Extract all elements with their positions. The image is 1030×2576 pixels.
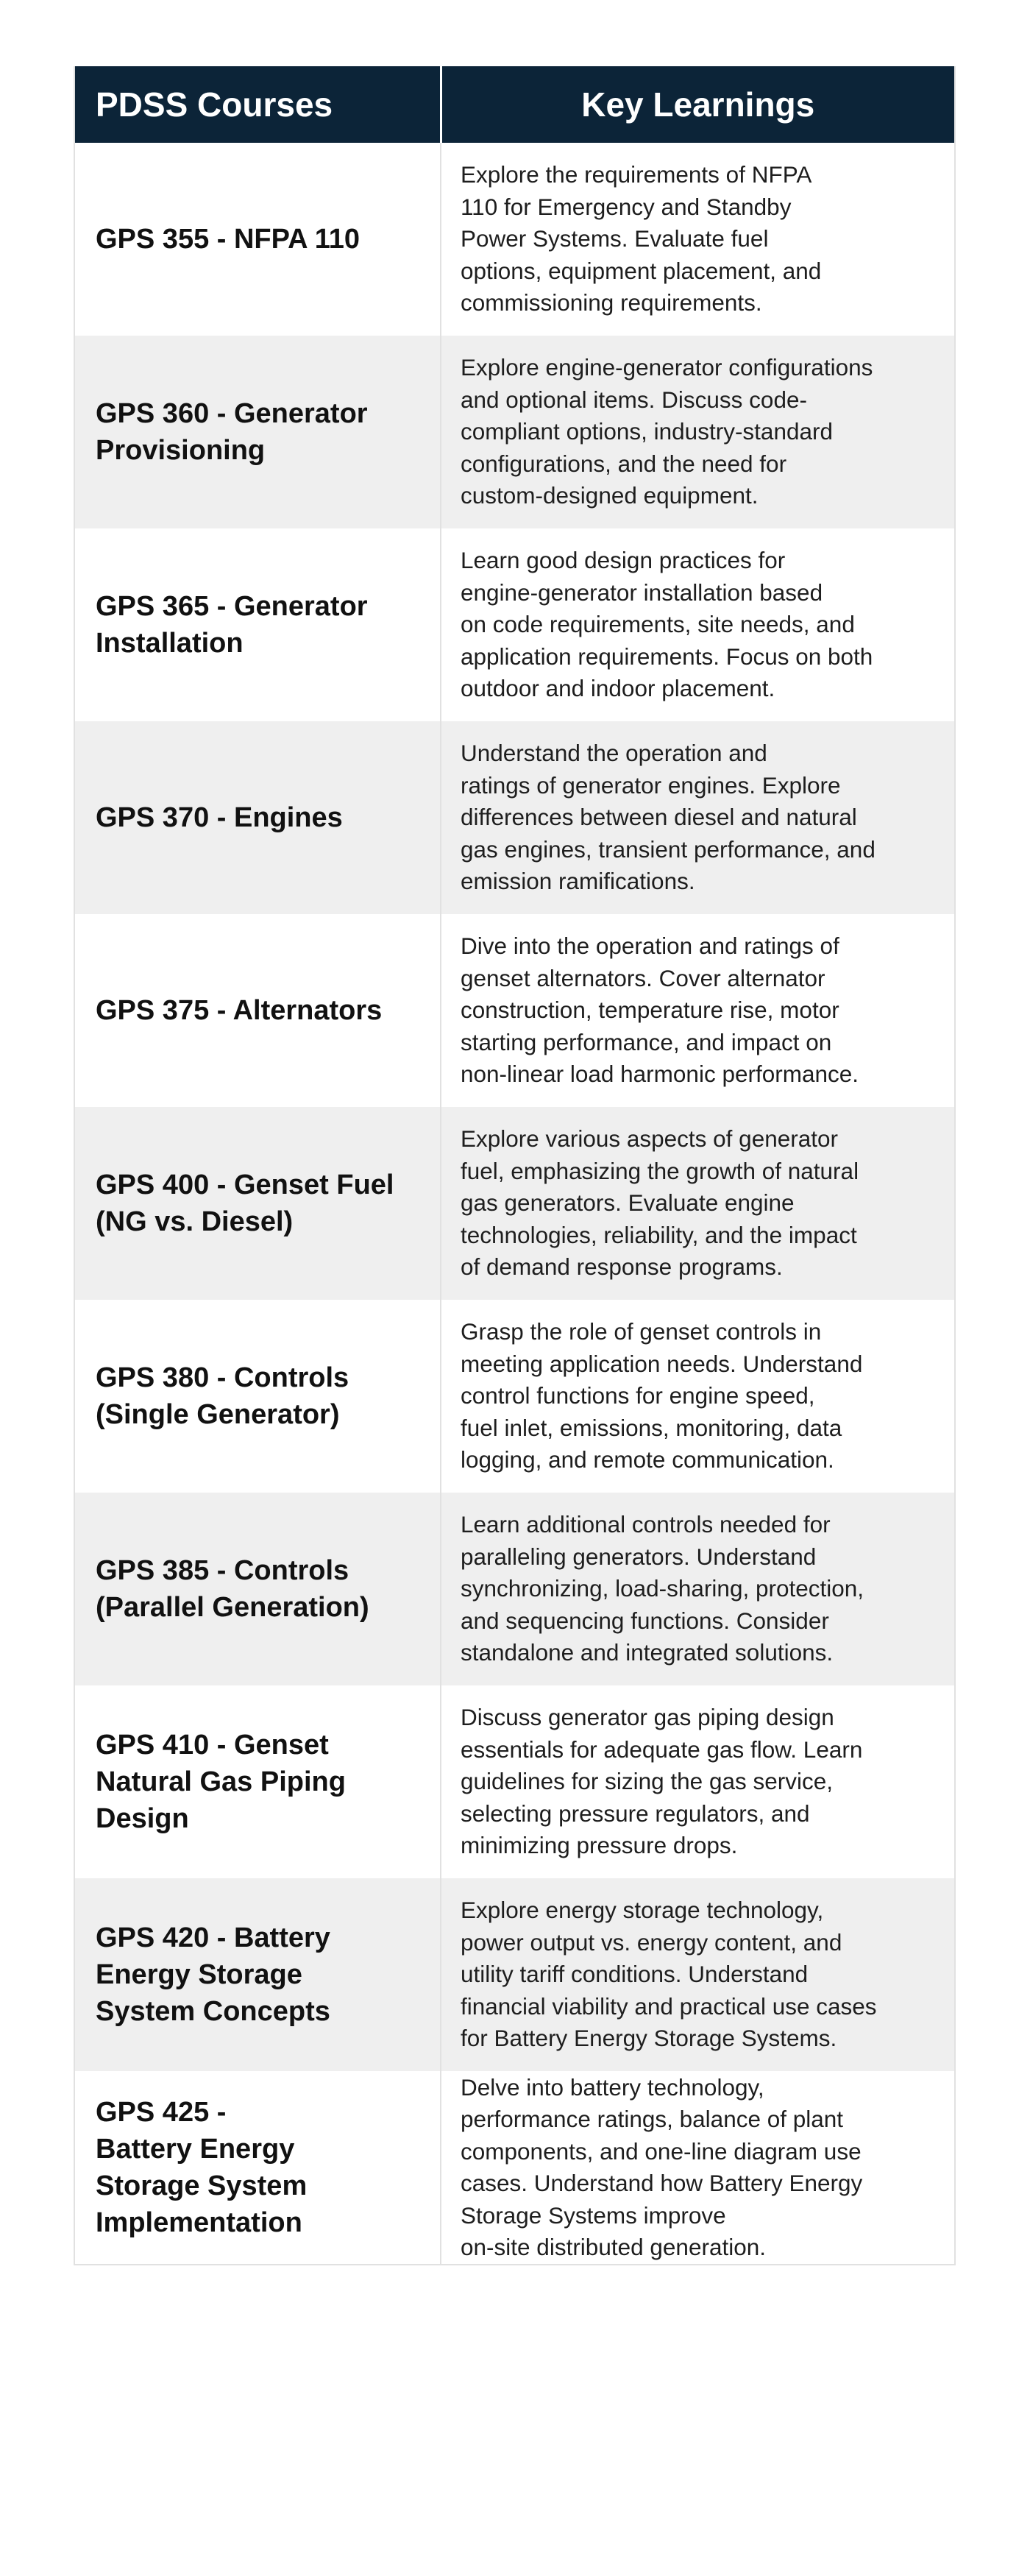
key-learning: Delve into battery technology, performance ratings, balance of plant components, and one-line diagram use cases. Understand how Battery Energy Storage Systems improve on-site distributed generation. [461,2073,863,2260]
table-body [75,143,954,2264]
courses-table-container [74,66,956,2265]
course-name: GPS 400 - Genset Fuel (NG vs. Diesel) [75,1107,441,1300]
header-row [75,66,954,143]
header-key-learnings: Key Learnings [441,66,954,143]
course-name: GPS 420 - Battery Energy Storage System Concepts [75,1878,441,2071]
key-learning: Explore various aspects of generator fuel, emphasizing the growth of natural gas generators. Evaluate engine technologies, reliability, and the impact of demand response programs. [441,1107,954,1300]
key-learning: Grasp the role of genset controls in meeting application needs. Understand control functions for engine speed, fuel inlet, emissions, monitoring, data logging, and remote communication. [461,1318,863,1473]
course-name: GPS 375 - Alternators [75,914,441,1107]
course-name: GPS 360 - Generator Provisioning [75,336,441,528]
course-name: GPS 425 - Battery Energy Storage System Implementation [75,2071,441,2264]
header-pdss-courses: PDSS Courses [75,66,441,143]
key-learning: Explore the requirements of NFPA 110 for Emergency and Standby Power Systems. Evaluate fuel options, equipment placement, and commissioning requirements. [461,161,822,316]
table-row [75,528,954,721]
key-learning: Understand the operation and ratings of generator engines. Explore differences between diesel and natural gas engines, transient performance, and emission ramifications. [441,721,954,914]
key-learning: Learn good design practices for engine-generator installation based on code requirements, site needs, and application requirements. Focus on both outdoor and indoor placement. [461,547,873,702]
table-row [75,721,954,914]
table-header [75,66,954,143]
course-name: GPS 370 - Engines [75,721,441,914]
key-learning: Discuss generator gas piping design essentials for adequate gas flow. Learn guidelines for sizing the gas service, selecting pressure regulators, and minimizing pressure drops. [461,1704,863,1859]
table-row [75,1878,954,2071]
table-row [75,1300,954,1493]
key-learning: Dive into the operation and ratings of genset alternators. Cover alternator construction, temperature rise, motor starting performance, and impact on non-linear load harmonic performance. [461,933,859,1088]
course-name: GPS 380 - Controls (Single Generator) [75,1300,441,1493]
courses-table [75,66,954,2264]
course-name: GPS 355 - NFPA 110 [75,143,441,336]
key-learning: Explore engine-generator configurations and optional items. Discuss code- compliant options, industry-standard configurations, and the need for custom-designed equipment. [441,336,954,528]
table-row [75,1685,954,1878]
course-name: GPS 410 - Genset Natural Gas Piping Design [75,1685,441,1878]
table-row [75,2071,954,2264]
course-name: GPS 365 - Generator Installation [75,528,441,721]
key-learning: Explore energy storage technology, power output vs. energy content, and utility tariff conditions. Understand financial viability and practical use cases for Battery Energy Storage Systems. [441,1878,954,2071]
key-learning: Learn additional controls needed for paralleling generators. Understand synchronizing, load-sharing, protection, and sequencing functions. Consider standalone and integrated solutions. [441,1493,954,1685]
table-row [75,336,954,528]
table-row [75,1493,954,1685]
table-row [75,914,954,1107]
course-name: GPS 385 - Controls (Parallel Generation) [75,1493,441,1685]
table-row [75,143,954,336]
table-row [75,1107,954,1300]
